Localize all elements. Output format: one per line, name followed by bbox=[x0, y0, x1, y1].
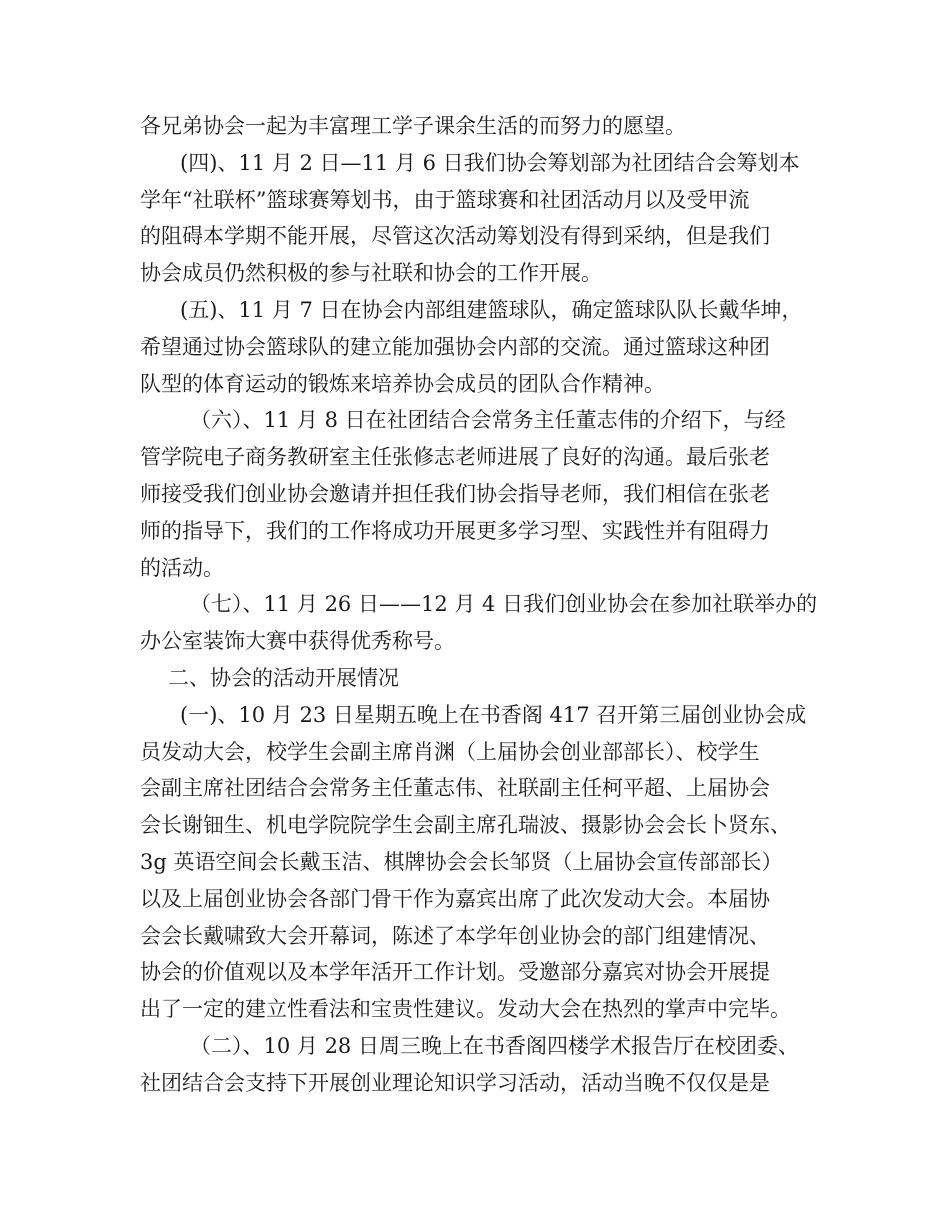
text-line: 管学院电子商务教研室主任张修志老师进展了良好的沟通。最后张老 bbox=[140, 445, 770, 470]
text-line: （二）、10 月 28 日周三晚上在书香阁四楼学术报告厅在校团委、 bbox=[190, 1033, 799, 1058]
text-line: 社团结合会支持下开展创业理论知识学习活动，活动当晚不仅仅是是 bbox=[140, 1070, 770, 1095]
text-line: 协会成员仍然积极的参与社联和协会的工作开展。 bbox=[140, 261, 602, 286]
text-line: 会长谢钿生、机电学院院学生会副主席孔瑞波、摄影协会会长卜贤东、 bbox=[140, 813, 791, 838]
text-line: 会会长戴啸致大会开幕词，陈述了本学年创业协会的部门组建情况、 bbox=[140, 923, 770, 948]
text-line: 办公室装饰大赛中获得优秀称号。 bbox=[140, 629, 455, 654]
text-line: 师的指导下，我们的工作将成功开展更多学习型、实践性并有阻碍力 bbox=[140, 518, 770, 543]
text-line: 的阻碍本学期不能开展，尽管这次活动筹划没有得到采纳，但是我们 bbox=[140, 224, 770, 249]
text-line: (四)、11 月 2 日—11 月 6 日我们协会筹划部为社团结合会筹划本 bbox=[180, 150, 800, 175]
text-line: 会副主席社团结合会常务主任董志伟、社联副主任柯平超、上届协会 bbox=[140, 776, 770, 801]
text-line: 队型的体育运动的锻炼来培养协会成员的团队合作精神。 bbox=[140, 371, 665, 396]
section-heading: 二、协会的活动开展情况 bbox=[168, 665, 399, 690]
body-text bbox=[140, 108, 830, 1102]
text-line: (一)、10 月 23 日星期五晚上在书香阁 417 召开第三届创业协会成 bbox=[180, 702, 807, 727]
text-line: （六）、11 月 8 日在社团结合会常务主任董志伟的介绍下，与经 bbox=[190, 408, 786, 433]
text-line: 学年“社联杯”篮球赛筹划书，由于篮球赛和社团活动月以及受甲流 bbox=[140, 187, 750, 212]
text-line: 的活动。 bbox=[140, 555, 224, 580]
text-line: 3g 英语空间会长戴玉洁、棋牌协会会长邹贤（上届协会宣传部部长） bbox=[140, 849, 783, 874]
text-line: 希望通过协会篮球队的建立能加强协会内部的交流。通过篮球这种团 bbox=[140, 334, 770, 359]
text-line: 出了一定的建立性看法和宝贵性建议。发动大会在热烈的掌声中完毕。 bbox=[140, 997, 791, 1022]
text-line: 以及上届创业协会各部门骨干作为嘉宾出席了此次发动大会。本届协 bbox=[140, 886, 770, 911]
text-line: 师接受我们创业协会邀请并担任我们协会指导老师，我们相信在张老 bbox=[140, 481, 770, 506]
text-line: (五)、11 月 7 日在协会内部组建篮球队，确定篮球队队长戴华坤， bbox=[180, 297, 803, 322]
text-line: 各兄弟协会一起为丰富理工学子课余生活的而努力的愿望。 bbox=[140, 114, 686, 138]
text-line: 协会的价值观以及本学年活开工作计划。受邀部分嘉宾对协会开展提 bbox=[140, 960, 770, 985]
text-line: （七）、11 月 26 日——12 月 4 日我们创业协会在参加社联举办的 bbox=[190, 592, 818, 617]
text-line: 员发动大会，校学生会副主席肖渊（上届协会创业部部长）、校学生 bbox=[140, 739, 760, 764]
